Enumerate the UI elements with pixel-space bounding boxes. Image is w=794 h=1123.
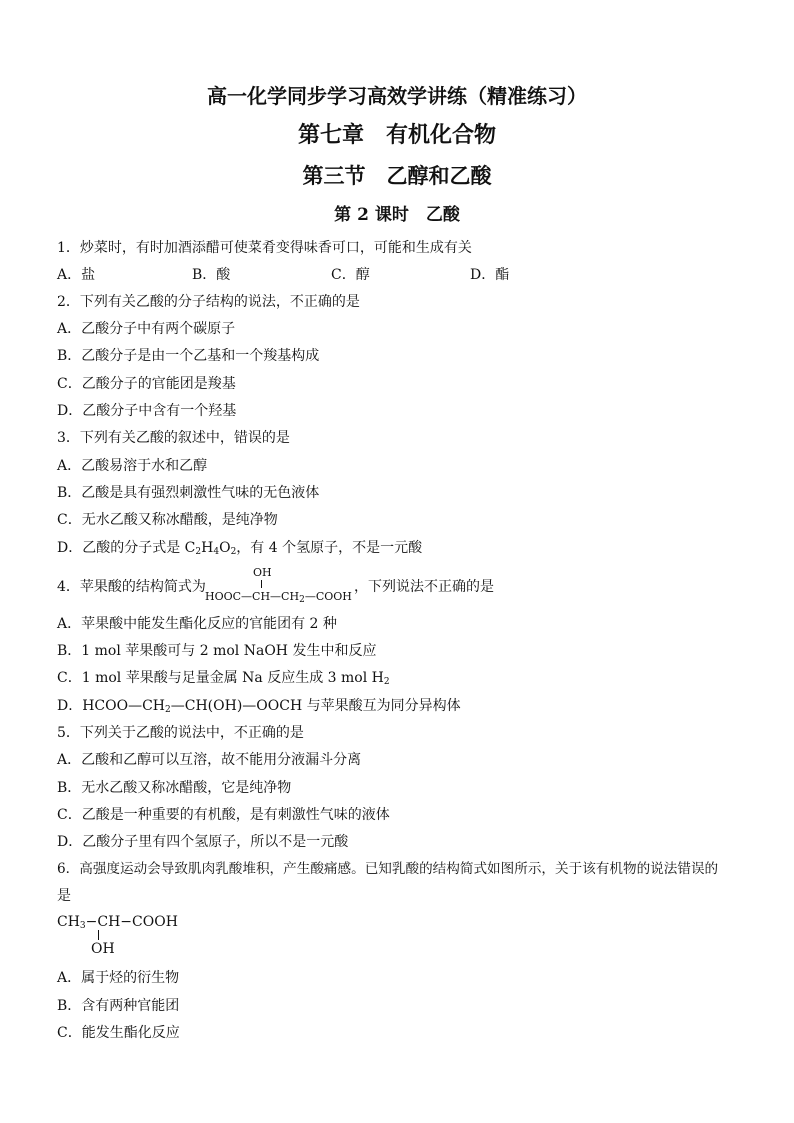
structure-part: CH [57,914,80,930]
chapter-heading: 第七章 有机化合物 [297,122,496,148]
question-3-option-d [57,539,422,557]
question-1-option-c: C．醇 [331,267,370,283]
question-5-option-d: D．乙酸分子里有四个氢原子，所以不是一元酸 [57,834,349,850]
question-3-stem: 3．下列有关乙酸的叙述中，错误的是 [57,430,290,446]
question-1-option-a: A．盐 [57,267,96,283]
question-3-option-a: A．乙酸易溶于水和乙醇 [57,458,208,474]
question-6-stem: 6．高强度运动会导致肌肉乳酸堆积，产生酸痛感。已知乳酸的结构简式如图所示，关于该有机物的说法错误的 [57,861,719,877]
formula-part: O [219,540,231,556]
question-1-option-b: B．酸 [192,267,231,283]
question-6-option-c: C．能发生酯化反应 [57,1025,180,1041]
question-3-option-d-prefix: D．乙酸的分子式是 C [57,540,196,556]
question-3-option-c: C．无水乙酸又称冰醋酸，是纯净物 [57,512,278,528]
malic-acid-structure [205,591,352,603]
question-2-option-b: B．乙酸分子是由一个乙基和一个羧基构成 [57,348,320,364]
lesson-heading: 第 2 课时 乙酸 [334,205,460,225]
question-4-option-a: A．苹果酸中能发生酯化反应的官能团有 2 种 [57,616,337,632]
section-heading: 第三节 乙醇和乙酸 [302,163,492,188]
question-5-option-c: C．乙酸是一种重要的有机酸，是有刺激性气味的液体 [57,807,390,823]
question-5-option-a: A．乙酸和乙醇可以互溶，故不能用分液漏斗分离 [57,752,362,768]
lactic-acid-oh-label: OH [91,941,115,957]
question-3-option-d-suffix: ，有 4 个氢原子，不是一元酸 [236,540,423,556]
question-5-stem: 5．下列关于乙酸的说法中，不正确的是 [57,725,304,741]
lactic-acid-oh-bond [98,930,99,940]
subscript: 2 [299,595,305,605]
worksheet-title: 高一化学同步学习高效学讲练（精准练习） [207,84,587,108]
question-4-option-d-suffix: —CH(OH)—OOCH 与苹果酸互为同分异构体 [170,698,461,714]
question-2-option-a: A．乙酸分子中有两个碳原子 [57,321,236,337]
question-4-stem-suffix: ，下列说法不正确的是 [354,579,494,595]
question-4-option-d [57,697,461,715]
question-6-stem-continued: 是 [57,888,71,904]
malic-acid-oh-label: OH [253,566,272,579]
question-2-option-d: D．乙酸分子中含有一个羟基 [57,403,237,419]
formula-part: H [201,540,214,556]
subscript: 2 [383,677,390,687]
structure-part: —COOH [304,590,352,603]
question-4-option-d-prefix: D．HCOO—CH [57,698,166,714]
subscript: 4 [213,547,220,557]
lactic-acid-structure [57,914,178,930]
question-5-option-b: B．无水乙酸又称冰醋酸，它是纯净物 [57,780,292,796]
subscript: 2 [230,547,237,557]
question-2-stem: 2．下列有关乙酸的分子结构的说法，不正确的是 [57,294,360,310]
question-6-option-b: B．含有两种官能团 [57,998,180,1014]
question-6-option-a: A．属于烃的衍生物 [57,970,180,986]
question-4-option-c [57,669,390,687]
structure-part: HOOC—CH—CH [205,590,300,603]
question-1-stem: 1．炒菜时，有时加酒添醋可使菜肴变得味香可口，可能和生成有关 [57,240,472,256]
question-2-option-c: C．乙酸分子的官能团是羧基 [57,376,236,392]
subscript: 2 [195,547,202,557]
question-4-stem-prefix: 4．苹果酸的结构简式为 [57,579,206,595]
question-1-option-d: D．酯 [470,267,510,283]
question-4-option-c-text: C．1 mol 苹果酸与足量金属 Na 反应生成 3 mol H [57,670,384,686]
structure-part: −CH−COOH [85,914,178,930]
subscript: 2 [165,705,171,715]
subscript: 3 [79,921,86,931]
malic-acid-oh-bond [261,580,262,588]
question-3-option-b: B．乙酸是具有强烈刺激性气味的无色液体 [57,485,320,501]
question-4-option-b: B．1 mol 苹果酸可与 2 mol NaOH 发生中和反应 [57,643,377,659]
